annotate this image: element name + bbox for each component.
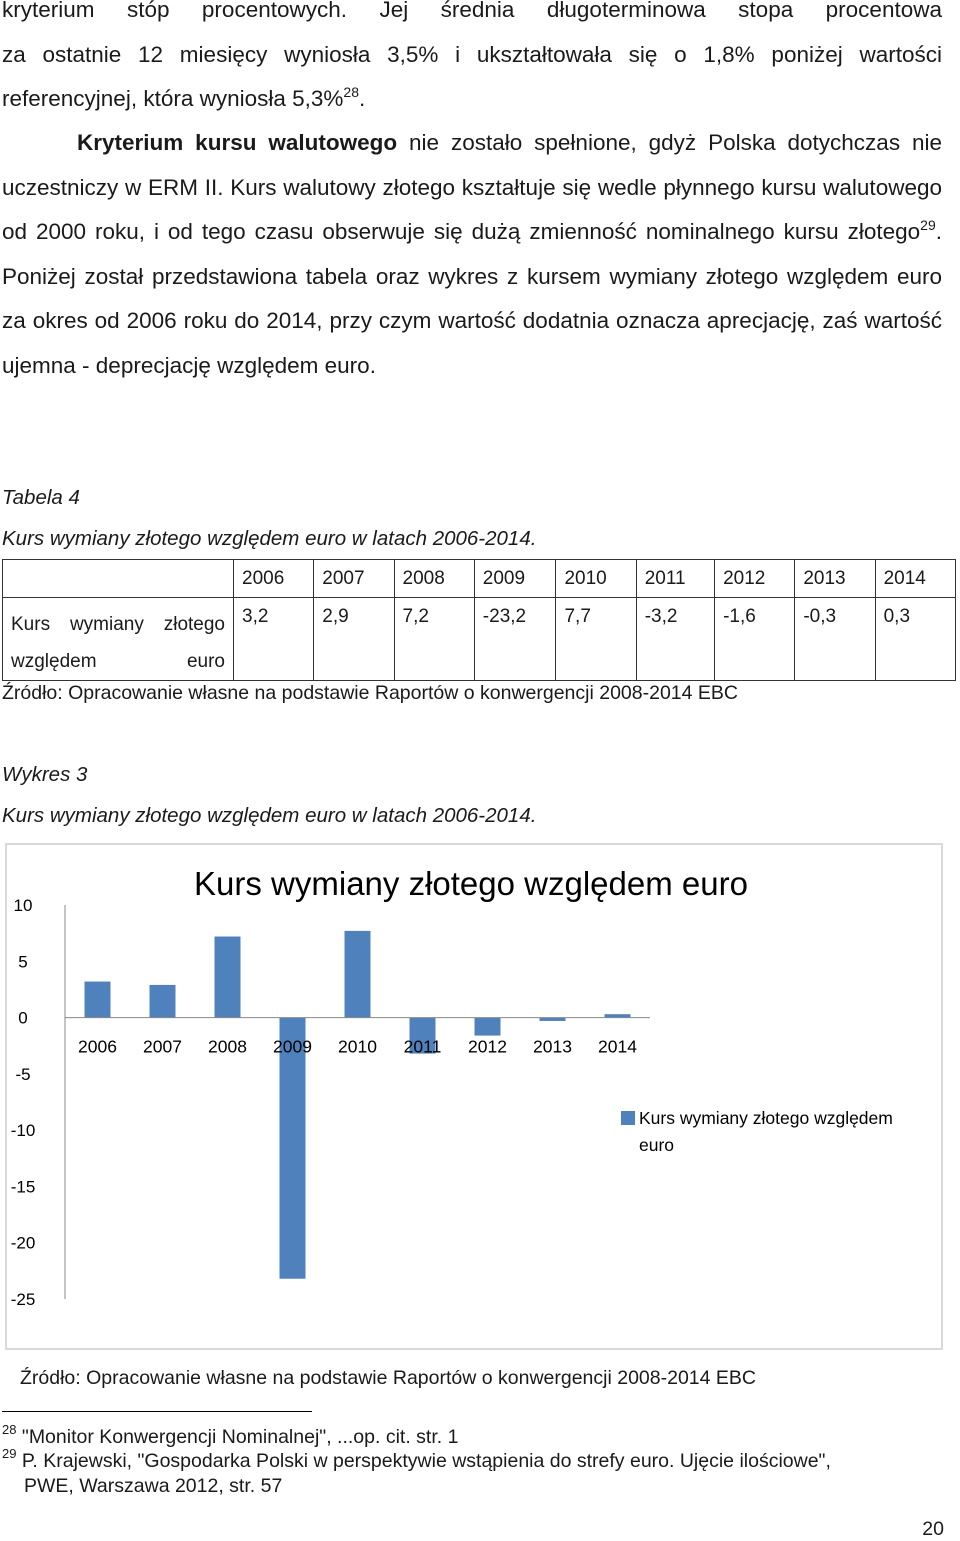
- x-tick-label: 2009: [273, 1036, 312, 1057]
- x-tick-label: 2010: [338, 1036, 377, 1057]
- table-header-year: 2009: [474, 560, 556, 598]
- y-tick-label: -20: [10, 1233, 36, 1253]
- table-header-year: 2007: [314, 560, 394, 598]
- paragraph-1-text: referencyjnej, która wyniosła 5,3%: [2, 86, 344, 112]
- paragraph-2-text-a: nie zostało spełnione, gdyż Polska dotychczas nie uczestniczy w ERM II. Kurs walutowy złotego kształtuje się wedle płynnego kursu walutowego od 2000 roku, i od tego czasu obserwuje się dużą zmienność nominalnego kursu złotego: [2, 130, 943, 245]
- x-tick-label: 2011: [403, 1036, 442, 1057]
- legend-label-line-1: Kurs wymiany złotego względem: [639, 1108, 893, 1128]
- table-header-year: 2008: [394, 560, 474, 598]
- x-tick-label: 2012: [468, 1036, 507, 1057]
- table-cell-value: 7,7: [556, 598, 636, 681]
- chart-container: [5, 843, 960, 1351]
- chart-caption-title: Kurs wymiany złotego względem euro w latach 2006-2014.: [2, 804, 537, 827]
- bar-2009: [280, 1018, 306, 1279]
- footnote-ref-28[interactable]: 28: [343, 84, 359, 101]
- y-tick-label: -10: [10, 1121, 36, 1141]
- x-tick-label: 2014: [598, 1036, 637, 1057]
- paragraph-2-bold-lead: Kryterium kursu walutowego: [77, 130, 398, 155]
- paragraph-1-line-2: za ostatnie 12 miesięcy wyniosła 3,5% i ukształtowała się o 1,8% poniżej wartości: [2, 41, 942, 67]
- y-tick-label: 5: [18, 952, 28, 972]
- table-cell-value: 3,2: [234, 598, 314, 681]
- page-number: 20: [922, 1518, 944, 1540]
- table-cell-value: -23,2: [474, 598, 556, 681]
- table-cell-value: -1,6: [715, 598, 795, 681]
- x-tick-label: 2008: [208, 1036, 247, 1057]
- bar-2008: [215, 937, 241, 1018]
- table-header-year: 2013: [795, 560, 875, 598]
- table-corner-cell: [3, 560, 234, 598]
- table-caption-number: Tabela 4: [2, 486, 80, 509]
- table-header-year: 2012: [715, 560, 795, 598]
- paragraph-1-line-3: [2, 77, 942, 122]
- y-tick-label: 10: [13, 896, 33, 915]
- footnote-28-number: 28: [2, 1422, 17, 1437]
- paragraph-2-text-b: . Poniżej został przedstawiona tabela oraz wykres z kursem wymiany złotego względem euro za okres od 2006 roku do 2014, przy czym wartość dodatnia oznacza aprecjację, zaś wartość ujemna - deprecjację względem euro.: [2, 219, 942, 378]
- table-cell-value: -3,2: [636, 598, 714, 681]
- table-cell-value: -0,3: [795, 598, 875, 681]
- legend-swatch: [621, 1111, 635, 1125]
- table-header-year: 2006: [234, 560, 314, 598]
- bar-2014: [605, 1014, 631, 1017]
- bar-2012: [475, 1018, 501, 1036]
- table-row: [3, 598, 956, 681]
- footnote-29: [2, 1446, 831, 1473]
- footnote-29-continued: PWE, Warszawa 2012, str. 57: [24, 1475, 283, 1497]
- exchange-rate-table: [2, 559, 956, 681]
- bar-chart: [5, 843, 945, 1351]
- table-row-label: [3, 598, 234, 681]
- footnote-29-text: P. Krajewski, "Gospodarka Polski w perspektywie wstąpienia do strefy euro. Ujęcie ilościowe",: [21, 1450, 831, 1472]
- footnote-ref-29[interactable]: 29: [920, 217, 936, 234]
- chart-caption-number: Wykres 3: [2, 763, 88, 786]
- y-tick-label: -15: [10, 1177, 36, 1197]
- footnote-29-number: 29: [2, 1446, 17, 1461]
- table-cell-value: 0,3: [875, 598, 955, 681]
- bar-2006: [85, 982, 111, 1018]
- table-header-year: 2010: [556, 560, 636, 598]
- bar-2007: [150, 985, 176, 1018]
- paragraph-1: [2, 0, 942, 122]
- y-tick-label: -25: [10, 1290, 36, 1309]
- paragraph-2-text: [2, 121, 942, 389]
- chart-title: Kurs wymiany złotego względem euro: [194, 865, 748, 902]
- table-row-label-text: Kurs wymiany złotego względem euro: [11, 614, 225, 672]
- x-tick-label: 2006: [78, 1036, 117, 1057]
- bar-2010: [345, 931, 371, 1018]
- x-tick-label: 2013: [533, 1036, 572, 1057]
- table-header-row: [3, 560, 956, 598]
- paragraph-1-line-1: kryterium stóp procentowych. Jej średnia długoterminowa stopa procentowa: [2, 0, 942, 22]
- x-tick-label: 2007: [143, 1036, 182, 1057]
- y-tick-label: -5: [15, 1064, 31, 1084]
- table-header-year: 2014: [875, 560, 955, 598]
- table-cell-value: 7,2: [394, 598, 474, 681]
- chart-border: [6, 844, 942, 1349]
- footnote-separator: [2, 1411, 312, 1412]
- table-source: Źródło: Opracowanie własne na podstawie Raportów o konwergencji 2008-2014 EBC: [2, 682, 739, 704]
- paragraph-1-end: .: [359, 86, 366, 112]
- footnote-28: [2, 1422, 459, 1449]
- chart-source: Źródło: Opracowanie własne na podstawie Raportów o konwergencji 2008-2014 EBC: [20, 1367, 757, 1389]
- y-tick-label: 0: [18, 1008, 28, 1028]
- bar-2013: [540, 1018, 566, 1021]
- table-header-year: 2011: [636, 560, 714, 598]
- table-caption-title: Kurs wymiany złotego względem euro w latach 2006-2014.: [2, 527, 537, 550]
- table-cell-value: 2,9: [314, 598, 394, 681]
- paragraph-2: [2, 121, 942, 389]
- footnote-28-text: "Monitor Konwergencji Nominalnej", ...op. cit. str. 1: [21, 1426, 459, 1448]
- legend-label-line-2: euro: [639, 1135, 675, 1155]
